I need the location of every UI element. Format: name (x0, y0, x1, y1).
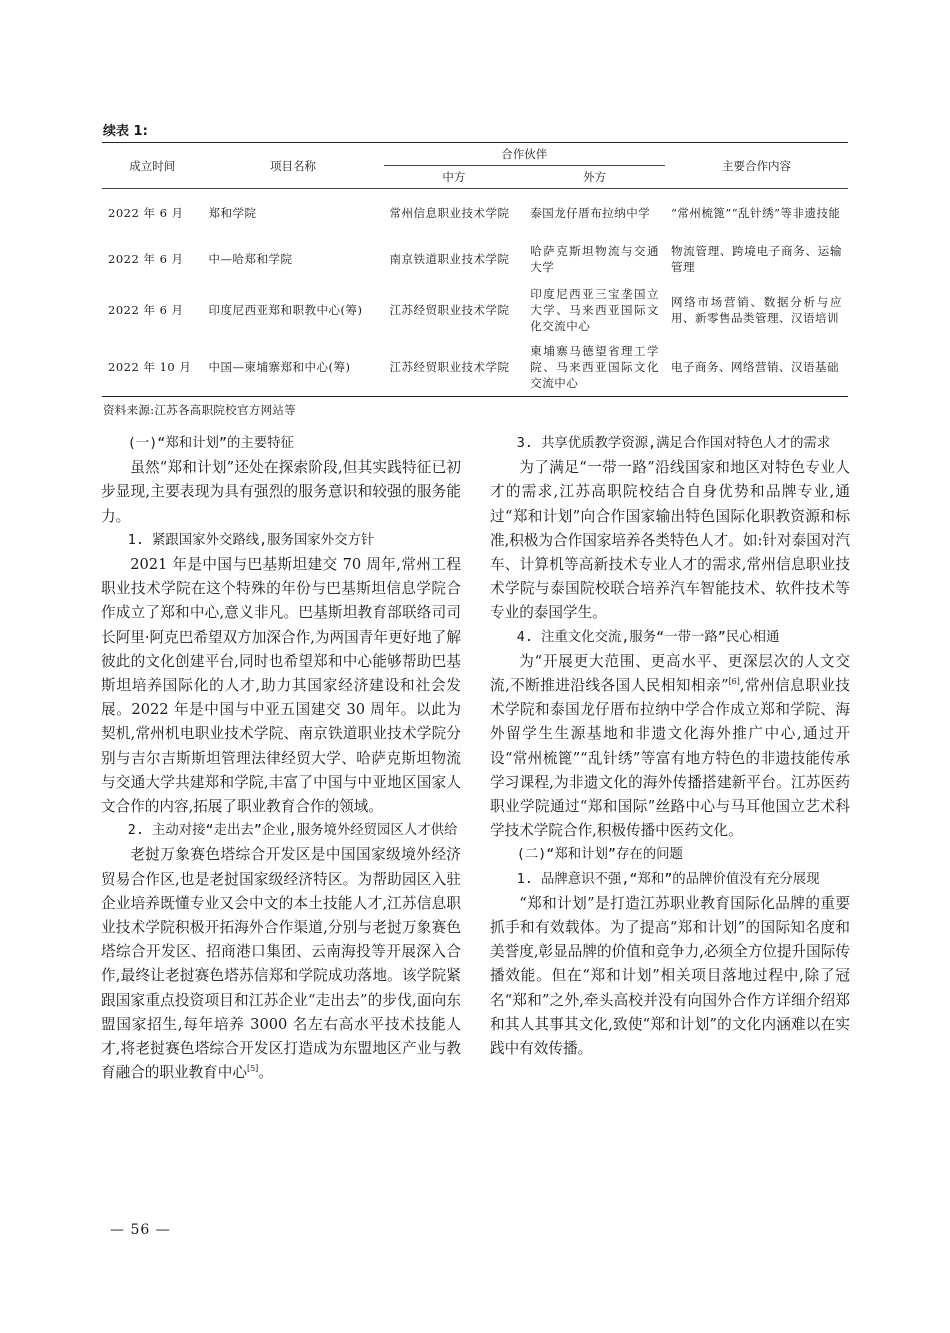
cell-content: 物流管理、跨境电子商务、运输管理 (671, 244, 842, 274)
cell-content: 网络市场营销、数据分析与应用、新零售品类管理、汉语培训 (671, 294, 842, 325)
table-source-note: 资料来源:江苏各高职院校官方网站等 (103, 403, 296, 417)
cooperation-table (102, 142, 848, 397)
section-heading: (二)“郑和计划”存在的问题 (516, 847, 683, 863)
header-foreign: 外方 (524, 166, 665, 189)
table-row (102, 281, 848, 339)
cell-content: 电子商务、网络营销、汉语基础 (671, 360, 839, 375)
table-row (102, 238, 848, 281)
paragraph (490, 650, 850, 844)
cell-date: 2022 年 6 月 (108, 206, 184, 221)
cell-project: 郑和学院 (208, 206, 257, 221)
subheading: 4. 注重文化交流,服务“一带一路”民心相通 (516, 629, 780, 645)
paragraph-text: 老挝万象赛色塔综合开发区是中国国家级境外经济贸易合作区,也是老挝国家级经济特区。为帮助园区入驻企业培养既懂专业又会中文的本土技能人才,江苏信息职业技术学院积极开拓海外合作渠道,分别与老挝万象赛色塔综合开发区、招商港口集团、云南海投等开展深入合作,最终让老挝赛色塔苏信郑和学院成功落地。该学院紧跟国家重点投资项目和江苏企业“走出去”的步伐,面向东盟国家招生,每年培养 3000 名左右高水平技术技能人才,将老挝赛色塔综合开发区打造成为东盟地区产业与教育融合的职业教育中心 (101, 846, 461, 1082)
subheading: 1. 紧跟国家外交路线,服务国家外交方针 (127, 532, 375, 548)
citation-ref: [6] (728, 677, 740, 687)
cell-chinese: 南京铁道职业技术学院 (389, 252, 510, 266)
header-date: 成立时间 (102, 143, 203, 189)
cell-project: 印度尼西亚郑和职教中心(筹) (208, 302, 363, 317)
cell-date: 2022 年 6 月 (108, 252, 184, 266)
cell-foreign: 柬埔寨马德望省理工学院、马来西亚国际文化交流中心 (530, 344, 659, 391)
cell-date: 2022 年 6 月 (108, 302, 184, 317)
subheading: 2. 主动对接“走出去”企业,服务境外经贸园区人才供给 (127, 823, 458, 839)
subheading: 1. 品牌意识不强,“郑和”的品牌价值没有充分展现 (516, 871, 820, 887)
page-number: — 56 — (110, 1222, 171, 1238)
cell-content: “常州梳篦”“乱针绣”等非遗技能 (671, 206, 841, 221)
cell-foreign: 印度尼西亚三宝垄国立大学、马来西亚国际文化交流中心 (530, 286, 659, 333)
header-partners: 合作伙伴 (384, 143, 666, 166)
right-column (490, 432, 850, 1061)
header-chinese: 中方 (384, 166, 525, 189)
paragraph: “郑和计划”是打造江苏职业教育国际化品牌的重要抓手和有效载体。为了提高“郑和计划”的国际知名度和美誉度,彰显品牌的价值和竞争力,必须全方位提升国际传播效能。但在“郑和计划”相关项目落地过程中,除了冠名“郑和”之外,牵头高校并没有向国外合作方详细介绍郑和其人其事其文化,致使“郑和计划”的文化内涵难以在实践中有效传播。 (490, 894, 850, 1058)
cell-chinese: 常州信息职业技术学院 (389, 206, 510, 221)
cell-chinese: 江苏经贸职业技术学院 (389, 302, 510, 317)
cell-project: 中国—柬埔寨郑和中心(筹) (208, 360, 351, 375)
cell-chinese: 江苏经贸职业技术学院 (389, 360, 510, 375)
cell-project: 中—哈郑和学院 (208, 252, 293, 266)
paragraph: 为了满足“一带一路”沿线国家和地区对特色专业人才的需求,江苏高职院校结合自身优势和品牌专业,通过“郑和计划”向合作国家输出特色国际化职教资源和标准,积极为合作国家培养各类特色人才。如:针对泰国对汽车、计算机等高新技术专业人才的需求,常州信息职业技术学院与泰国院校联合培养汽车智能技术、软件技术等专业的泰国学生。 (490, 459, 850, 622)
table-row (102, 189, 848, 238)
paragraph: 虽然“郑和计划”还处在探索阶段,但其实践特征已初步显现,主要表现为具有强烈的服务意识和较强的服务能力。 (101, 459, 461, 525)
header-project: 项目名称 (203, 143, 384, 189)
paragraph-text: ,常州信息职业技术学院和泰国龙仔厝布拉纳中学合作成立郑和学院、海外留学生生源基地和非遗文化海外推广中心,通过开设“常州梳篦”“乱针绣”等富有地方特色的非遗技能传承学习课程,为非遗文化的海外传播搭建新平台。江苏医药职业学院通过“郑和国际”丝路中心与马耳他国立艺术科学技术学院合作,积极传播中医药文化。 (490, 677, 851, 840)
subheading: 3. 共享优质教学资源,满足合作国对特色人才的需求 (516, 436, 831, 451)
paragraph (101, 843, 461, 1085)
table-row (102, 339, 848, 397)
cell-foreign: 哈萨克斯坦物流与交通大学 (530, 244, 659, 274)
left-column (101, 432, 461, 1085)
cell-foreign: 泰国龙仔厝布拉纳中学 (530, 206, 651, 221)
paragraph: 2021 年是中国与巴基斯坦建交 70 周年,常州工程职业技术学院在这个特殊的年份与巴基斯坦信息学院合作成立了郑和中心,意义非凡。巴基斯坦教育部联络司司长阿里·阿克巴希望双方加深合作,为两国青年更好地了解彼此的文化创建平台,同时也希望郑和中心能够帮助巴基斯坦培养国际化的人才,助力其国家经济建设和社会发展。2022 年是中国与中亚五国建交 30 周年。以此为契机,常州机电职业技术学院、南京铁道职业技术学院分别与吉尔吉斯斯坦管理法律经贸大学、哈萨克斯坦物流与交通大学共建郑和学院,丰富了中国与中亚地区国家人文合作的内容,拓展了职业教育合作的领域。 (101, 556, 461, 816)
table-caption: 续表 1: (103, 124, 148, 139)
cell-date: 2022 年 10 月 (108, 360, 192, 375)
paragraph-end: 。 (258, 1064, 273, 1082)
paragraph-text: 为“开展更大范围、更高水平、更深层次的人文交流,不断推进沿线各国人民相知相亲” (490, 652, 850, 695)
header-content: 主要合作内容 (665, 143, 848, 189)
section-heading: (一)“郑和计划”的主要特征 (127, 436, 294, 451)
citation-ref: [5] (246, 1064, 259, 1074)
